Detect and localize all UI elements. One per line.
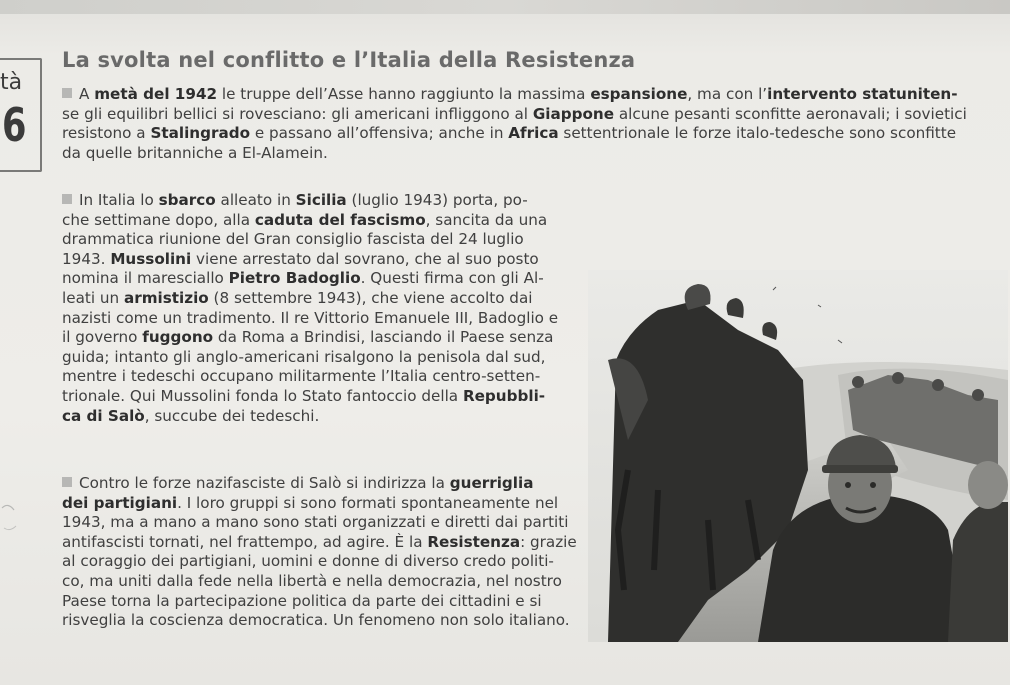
text-run: , succube dei tedeschi. [144,406,320,425]
text-run: settentrionale le forze italo-tedesche sono sconfitte [558,124,957,143]
text-run: Paese torna la partecipazione politica da parte dei cittadini e si [62,591,542,610]
bold-term: metà del 1942 [94,85,218,103]
text-run: : grazie [520,532,577,551]
text-run: A [79,85,95,103]
text-line [62,572,582,592]
text-line [62,611,582,631]
text-run: , ma con l’ [687,85,768,103]
text-line [62,250,582,270]
text-run: le truppe dell’Asse hanno raggiunto la massima [217,85,591,103]
text-run: Contro le forze nazifasciste di Salò si indirizza la [79,474,450,492]
paragraph-2 [62,191,582,426]
bold-term: dei partigiani [62,493,178,512]
text-run: leati un [62,288,124,307]
text-run: . Questi firma con gli Al- [360,269,544,288]
bold-term: espansione [590,85,688,103]
text-line [62,387,582,407]
text-line [62,494,582,514]
text-line [62,592,582,612]
text-line [62,124,990,144]
text-line [62,269,582,289]
text-run: se gli equilibri bellici si rovesciano: gli americani infliggono al [62,104,533,123]
text-line [62,105,990,125]
chapter-tab-word: tà [0,70,23,95]
text-run: (luglio 1943) porta, po- [346,191,528,209]
text-run: il governo [62,328,143,347]
text-line [62,289,582,309]
bold-term: sbarco [158,191,216,209]
bold-term: Mussolini [110,249,192,268]
text-run: 1943. [62,249,111,268]
text-line [62,211,582,231]
section-title: La svolta nel conflitto e l’Italia della Resistenza [62,48,636,72]
bold-term: Giappone [532,104,615,123]
page-top-edge [0,0,1010,14]
bold-term: fuggono [142,328,214,347]
text-run: co, ma uniti dalla fede nella libertà e nella democrazia, nel nostro [62,571,562,590]
text-line [62,309,582,329]
text-run: guida; intanto gli anglo-americani risalgono la penisola dal sud, [62,347,546,366]
text-run: da Roma a Brindisi, lasciando il Paese senza [213,328,554,347]
text-run: alcune pesanti sconfitte aeronavali; i sovietici [614,104,967,123]
bold-term: caduta del fascismo [254,210,426,229]
bold-term: guerriglia [449,474,534,492]
text-line [62,474,582,494]
text-run: al coraggio dei partigiani, uomini e donne di diverso credo politi- [62,552,554,571]
text-run: risveglia la coscienza democratica. Un fenomeno non solo italiano. [62,611,570,630]
paragraph-3 [62,474,582,631]
bold-term: armistizio [123,288,209,307]
text-run: e passano all’offensiva; anche in [250,124,509,143]
chapter-tab-number: 6 [2,98,27,152]
paragraph-bullet-icon [62,88,72,98]
text-run: . I loro gruppi si sono formati spontaneamente nel [177,493,559,512]
text-run: alleato in [215,191,296,209]
text-run: resistono a [62,124,151,143]
text-run: mentre i tedeschi occupano militarmente l’Italia centro-setten- [62,367,541,386]
partisans-photo [588,270,1008,642]
text-run: antifascisti tornati, nel frattempo, ad agire. È la [62,532,428,551]
text-run: viene arrestato dal sovrano, che al suo posto [191,249,539,268]
text-line [62,328,582,348]
text-run: , sancita da una [425,210,548,229]
text-line [62,144,990,164]
text-run: drammatica riunione del Gran consiglio fascista del 24 luglio [62,230,524,249]
bold-term: Repubbli- [462,386,546,405]
text-line [62,85,990,105]
bold-term: Stalingrado [150,124,251,143]
text-line [62,367,582,387]
pencil-mark [0,498,40,538]
text-run: che settimane dopo, alla [62,210,255,229]
text-run: 1943, ma a mano a mano sono stati organizzati e diretti dai partiti [62,513,569,532]
text-run: (8 settembre 1943), che viene accolto dai [208,288,533,307]
text-line [62,191,582,211]
text-line [62,552,582,572]
text-run: In Italia lo [79,191,159,209]
text-run: da quelle britanniche a El-Alamein. [62,143,328,162]
bold-term: Pietro Badoglio [228,269,361,288]
bold-term: Africa [508,124,559,143]
text-run: trionale. Qui Mussolini fonda lo Stato fantoccio della [62,386,463,405]
bold-term: intervento statuniten- [767,85,958,103]
text-run: nazisti come un tradimento. Il re Vittorio Emanuele III, Badoglio e [62,308,559,327]
text-line [62,230,582,250]
bold-term: Resistenza [427,532,521,551]
text-line [62,533,582,553]
text-line [62,513,582,533]
text-line [62,407,582,427]
paragraph-bullet-icon [62,477,72,487]
paragraph-1 [62,85,990,163]
text-run: nomina il maresciallo [62,269,229,288]
text-line [62,348,582,368]
bold-term: Sicilia [295,191,347,209]
bold-term: ca di Salò [62,406,145,425]
paragraph-bullet-icon [62,194,72,204]
